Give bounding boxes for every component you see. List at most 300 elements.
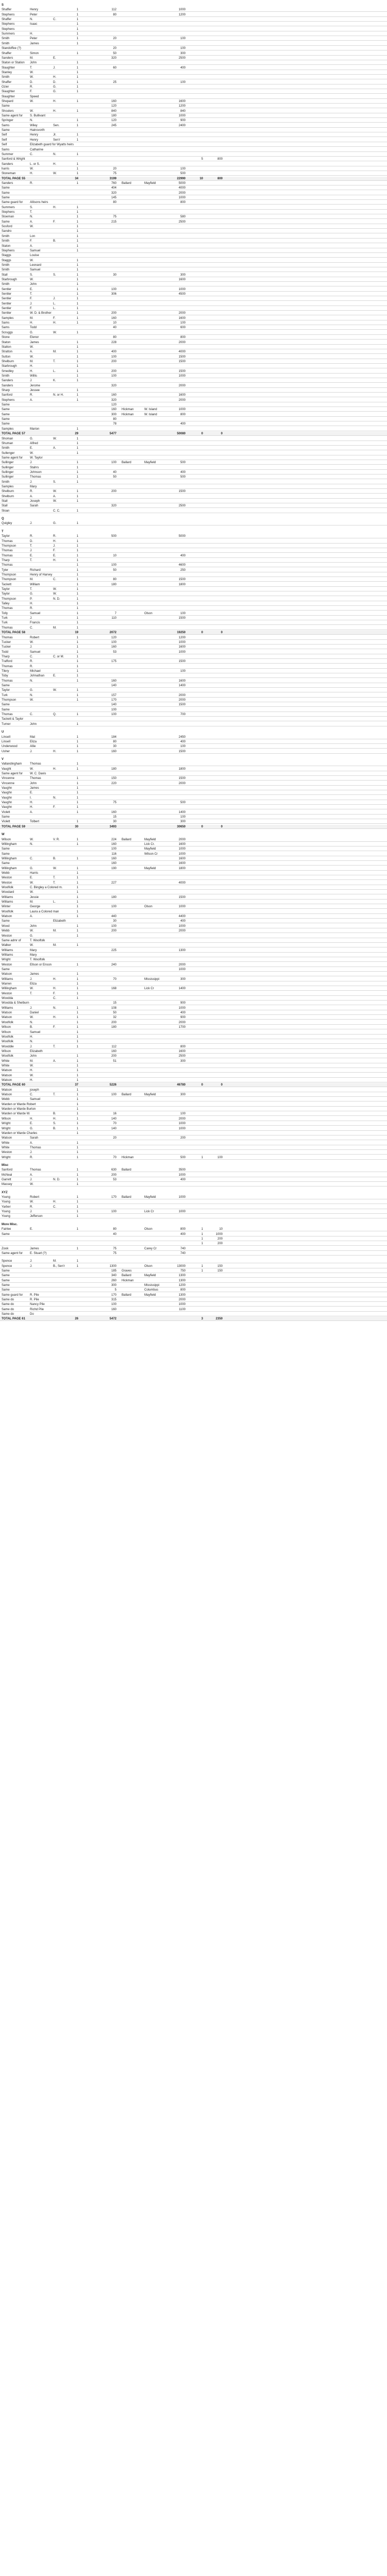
surname-cell: Sanford <box>2 1168 13 1172</box>
county-cell <box>122 1045 142 1049</box>
county-cell <box>122 558 142 563</box>
initial-cell <box>53 953 68 957</box>
watercourse-cell <box>144 640 165 645</box>
slave-value-cell <box>207 350 223 354</box>
slaves-cell <box>192 56 203 60</box>
value-cell <box>170 900 186 904</box>
acres-cell: 2072 <box>109 631 116 635</box>
blank-col-cell <box>83 815 96 819</box>
county-cell <box>122 1227 142 1231</box>
poll-count-cell: 1 <box>76 451 78 455</box>
slave-value-cell <box>207 890 223 894</box>
value-cell <box>170 234 186 239</box>
value-cell: 100 <box>180 745 186 749</box>
acres-cell: 200 <box>111 312 116 315</box>
county-cell <box>122 972 142 976</box>
first-name-cell <box>30 46 53 50</box>
initial-cell: M. <box>53 350 57 354</box>
surname-cell: Willingham <box>2 842 17 846</box>
poll-count-cell <box>69 1237 78 1241</box>
initial-cell <box>53 1242 68 1246</box>
surname-cell: Same <box>2 1269 10 1273</box>
acres-cell: 440 <box>111 915 116 919</box>
first-name-cell <box>30 1103 53 1107</box>
county-cell <box>122 307 142 311</box>
slaves-cell: 1 <box>201 1156 203 1159</box>
blank-col-cell <box>83 1001 96 1005</box>
county-cell <box>122 1264 142 1268</box>
ledger-row <box>0 655 387 659</box>
value-cell: 740 <box>180 1251 186 1255</box>
slaves-cell <box>192 85 203 89</box>
watercourse-cell <box>144 1312 165 1316</box>
initial-cell: L. <box>53 307 56 311</box>
poll-count-cell: 1 <box>76 915 78 919</box>
surname-cell: Williams <box>2 1006 13 1010</box>
poll-count-cell: 1 <box>76 85 78 89</box>
watercourse-cell <box>144 37 165 41</box>
acres-cell: 15 <box>113 1002 116 1005</box>
slave-value-cell <box>207 1127 223 1131</box>
surname-cell: Young <box>2 1215 10 1218</box>
blank-col-cell <box>83 345 96 349</box>
watercourse-cell <box>144 934 165 938</box>
slaves-cell <box>192 655 203 659</box>
first-name-cell: J. <box>30 1178 32 1181</box>
slaves-cell <box>192 244 203 248</box>
slaves-cell <box>192 162 203 166</box>
county-cell <box>122 1097 142 1101</box>
acres-cell <box>101 480 116 484</box>
acres-cell <box>101 1150 116 1155</box>
first-name-cell: Lon <box>30 234 36 238</box>
initial-cell <box>53 782 68 786</box>
initial-cell <box>53 693 68 698</box>
ledger-row <box>0 1237 387 1241</box>
surname-cell: Shoman <box>2 437 13 440</box>
watercourse-cell <box>144 1141 165 1145</box>
value-cell: 1500 <box>178 660 186 664</box>
surname-cell: Zook <box>2 1247 9 1250</box>
county-cell <box>122 708 142 712</box>
watercourse-cell <box>144 1173 165 1177</box>
acres-cell: 7 <box>114 612 116 615</box>
initial-cell <box>53 398 68 402</box>
poll-count-cell <box>69 456 78 460</box>
slave-value-cell <box>207 674 223 678</box>
slave-value-cell <box>207 259 223 263</box>
acres-cell: 200 <box>111 1173 116 1177</box>
initial-cell <box>53 1054 68 1058</box>
slave-value-cell <box>207 446 223 450</box>
ledger-row <box>0 18 387 22</box>
watercourse-cell <box>144 626 165 630</box>
county-cell <box>122 451 142 455</box>
county-cell <box>122 1298 142 1302</box>
value-cell <box>170 206 186 210</box>
blank-col-cell <box>83 659 96 664</box>
surname-cell: Thomas <box>2 549 13 553</box>
first-name-cell: Wiley <box>30 124 38 127</box>
blank-col-cell <box>83 679 96 683</box>
slaves-cell <box>192 1279 203 1283</box>
initial-cell <box>53 413 68 417</box>
slave-value-cell <box>207 616 223 620</box>
initial-cell: S. <box>53 1122 56 1126</box>
acres-cell <box>101 597 116 601</box>
value-cell <box>170 587 186 591</box>
watercourse-cell <box>144 364 165 368</box>
poll-count-cell: 1 <box>76 1088 78 1092</box>
surname-cell: Same <box>2 1289 10 1292</box>
blank-col-cell <box>83 1308 96 1312</box>
slaves-cell <box>192 1136 203 1140</box>
section-header <box>0 757 387 761</box>
ledger-row <box>0 350 387 354</box>
acres-cell: 20 <box>113 167 116 171</box>
first-name-cell: Allie <box>30 745 36 749</box>
surname-cell: Samples <box>2 316 14 320</box>
blank-col-cell <box>83 900 96 904</box>
initial-cell <box>53 287 68 292</box>
surname-cell: Wooddie <box>2 1045 14 1048</box>
watercourse-cell <box>144 549 165 553</box>
value-cell <box>170 1312 186 1316</box>
acres-cell <box>101 210 116 214</box>
acres-cell: 20 <box>113 1137 116 1140</box>
slave-value-cell <box>207 717 223 721</box>
watercourse-cell <box>144 128 165 132</box>
watercourse-cell <box>144 1011 165 1015</box>
slaves-cell <box>192 597 203 601</box>
first-name-cell <box>30 1283 53 1287</box>
slave-value-cell <box>207 1136 223 1140</box>
initial-cell <box>53 1302 68 1307</box>
acres-cell <box>101 244 116 248</box>
acres-cell: 320 <box>111 191 116 195</box>
slave-value-cell <box>207 341 223 345</box>
value-cell: 4000 <box>178 187 186 190</box>
poll-count-cell <box>69 408 78 412</box>
first-name-cell: J. <box>30 1151 32 1155</box>
ledger-row <box>0 791 387 795</box>
first-name-cell: Elizabeth <box>30 1049 43 1053</box>
slave-value-cell <box>207 1131 223 1136</box>
poll-count-cell: 1 <box>76 679 78 683</box>
county-cell <box>122 162 142 166</box>
blank-col-cell <box>83 1069 96 1073</box>
slave-value-cell <box>207 442 223 446</box>
blank-col-cell <box>83 977 96 981</box>
slaves-cell <box>192 109 203 113</box>
slave-value-cell <box>207 1069 223 1073</box>
acres-cell <box>101 225 116 229</box>
acres-cell: 3493 <box>109 825 116 828</box>
first-name-cell <box>30 1107 53 1111</box>
ledger-row <box>0 268 387 272</box>
value-cell <box>170 1074 186 1078</box>
ledger-row <box>0 220 387 224</box>
initial-cell <box>53 791 68 795</box>
county-cell <box>122 46 142 50</box>
poll-count-cell: 1 <box>76 1117 78 1121</box>
poll-count-cell: 1 <box>76 259 78 262</box>
blank-col-cell <box>83 99 96 104</box>
initial-cell <box>53 475 68 479</box>
first-name-cell: S. <box>30 273 33 277</box>
slaves-cell <box>192 583 203 587</box>
surname-cell: Tilery <box>2 669 9 673</box>
acres-cell: 245 <box>111 124 116 127</box>
slave-value-cell <box>207 470 223 474</box>
surname-cell: Shepard <box>2 100 13 103</box>
initial-cell <box>53 282 68 286</box>
poll-count-cell <box>69 948 78 953</box>
value-cell <box>170 953 186 957</box>
blank-col-cell <box>83 612 96 616</box>
surname-cell: Vincenne <box>2 777 14 781</box>
surname-cell: Winter <box>2 905 11 909</box>
poll-count-cell: 1 <box>76 466 78 469</box>
slaves-cell <box>192 534 203 538</box>
ledger-row <box>0 66 387 70</box>
slaves-cell <box>192 461 203 465</box>
slaves-cell <box>192 95 203 99</box>
first-name-cell: G. <box>30 437 33 440</box>
slaves-cell <box>192 987 203 991</box>
county-cell <box>122 186 142 190</box>
blank-col-cell <box>83 249 96 253</box>
first-name-cell: H. <box>30 801 33 805</box>
blank-col-cell <box>83 1097 96 1101</box>
blank-col-cell <box>83 331 96 335</box>
first-name-cell: E. Stuart (?) <box>30 1251 47 1255</box>
poll-count-cell: 1 <box>76 612 78 615</box>
first-name-cell: W. <box>30 929 33 933</box>
initial-cell <box>53 801 68 805</box>
first-name-cell: Jefferson <box>30 1215 43 1218</box>
watercourse-cell: Lick Cr <box>144 987 154 991</box>
value-cell <box>170 982 186 986</box>
surname-cell: Summers <box>2 206 15 209</box>
value-cell: 4400 <box>178 915 186 919</box>
initial-cell <box>53 645 68 649</box>
value-cell <box>170 886 186 890</box>
slave-value-cell <box>207 900 223 904</box>
ledger-row <box>0 895 387 900</box>
poll-count-cell: 1 <box>76 66 78 70</box>
slave-value-cell <box>207 384 223 388</box>
initial-cell <box>53 403 68 407</box>
watercourse-cell <box>144 924 165 928</box>
section-header <box>0 530 387 534</box>
slave-value-cell <box>207 422 223 426</box>
surname-cell: Same do <box>2 1313 14 1316</box>
initial-cell <box>53 621 68 625</box>
poll-count-cell: 1 <box>76 350 78 354</box>
poll-count-cell: 1 <box>76 42 78 45</box>
slaves-cell <box>192 499 203 503</box>
watercourse-cell <box>144 186 165 190</box>
slave-value-cell <box>207 268 223 272</box>
ledger-row <box>0 451 387 455</box>
slaves-cell: 1 <box>201 1269 203 1273</box>
initial-cell <box>53 762 68 766</box>
ledger-row <box>0 573 387 577</box>
blank-col-cell <box>83 75 96 79</box>
acres-cell: 200 <box>111 490 116 494</box>
initial-cell <box>53 939 68 943</box>
poll-count-cell: 1 <box>76 374 78 378</box>
slave-value-cell <box>207 8 223 12</box>
slave-value-cell <box>207 876 223 880</box>
slave-value-cell <box>207 597 223 601</box>
first-name-cell: F. <box>30 307 32 311</box>
poll-count-cell: 1 <box>76 1205 78 1209</box>
ledger-row <box>0 234 387 239</box>
watercourse-cell <box>144 316 165 320</box>
first-name-cell: Jerome <box>30 384 41 387</box>
acres-cell: 30 <box>113 273 116 277</box>
county-cell <box>122 177 142 181</box>
poll-count-cell <box>69 847 78 851</box>
poll-count-cell: 1 <box>76 1112 78 1116</box>
watercourse-cell <box>144 1168 165 1172</box>
county-cell <box>122 124 142 128</box>
slaves-cell <box>192 636 203 640</box>
slave-value-cell <box>207 744 223 749</box>
slave-value-cell <box>207 867 223 871</box>
initial-cell: H. <box>53 767 56 771</box>
ledger-row <box>0 626 387 630</box>
initial-cell: B. <box>53 1127 56 1130</box>
poll-count-cell: 1 <box>76 1156 78 1159</box>
blank-col-cell <box>83 1298 96 1302</box>
first-name-cell: R. <box>30 85 33 89</box>
poll-count-cell: 1 <box>76 602 78 606</box>
county-cell <box>122 905 142 909</box>
watercourse-cell <box>144 587 165 591</box>
initial-cell <box>53 374 68 378</box>
watercourse-cell <box>144 307 165 311</box>
blank-col-cell <box>83 602 96 606</box>
value-cell <box>170 1107 186 1111</box>
value-cell <box>170 549 186 553</box>
blank-col-cell <box>83 563 96 567</box>
acres-cell: 50 <box>113 1011 116 1015</box>
ledger-row <box>0 740 387 744</box>
value-cell <box>170 708 186 712</box>
value-cell <box>170 717 186 721</box>
ledger-row <box>0 1274 387 1278</box>
ledger-row <box>0 297 387 301</box>
acres-cell <box>101 968 116 972</box>
poll-count-cell: 1 <box>76 881 78 885</box>
slaves-cell <box>192 384 203 388</box>
first-name-cell: Samuel <box>30 650 41 654</box>
value-cell: 1000 <box>178 1127 186 1130</box>
slave-value-cell <box>207 200 223 205</box>
surname-cell: Sullinger <box>2 461 14 465</box>
slaves-cell <box>192 1200 203 1204</box>
watercourse-cell <box>144 996 165 1001</box>
acres-cell: 100 <box>111 713 116 717</box>
acres-cell <box>101 626 116 630</box>
blank-col-cell <box>83 910 96 914</box>
acres-cell: 300 <box>111 1284 116 1287</box>
first-name-cell: Tolbert <box>30 820 40 824</box>
first-name-cell: N. <box>30 119 33 123</box>
first-name-cell: M. <box>30 578 33 582</box>
first-name-cell: C. Bingley a Colored m. <box>30 886 63 889</box>
initial-cell: F. <box>53 1026 56 1029</box>
watercourse-cell <box>144 1107 165 1111</box>
first-name-cell: James <box>30 1247 39 1250</box>
slave-value-cell <box>207 99 223 104</box>
slaves-cell <box>192 355 203 359</box>
first-name-cell: Samuel <box>30 249 41 252</box>
watercourse-cell <box>144 1269 165 1273</box>
slave-value-cell <box>207 1040 223 1044</box>
ledger-row <box>0 152 387 157</box>
slaves-cell <box>192 437 203 441</box>
acres-cell: 3199 <box>109 177 116 180</box>
slaves-cell <box>192 852 203 856</box>
acres-cell <box>101 364 116 368</box>
value-cell: 1600 <box>178 1049 186 1053</box>
slave-value-cell <box>207 85 223 89</box>
county-cell <box>122 210 142 214</box>
surname-cell: Sams <box>2 326 10 330</box>
slave-value-cell <box>207 665 223 669</box>
value-cell <box>170 791 186 795</box>
acres-cell: 100 <box>111 924 116 928</box>
initial-cell <box>53 1274 68 1278</box>
county-cell <box>122 398 142 402</box>
slave-value-cell <box>207 206 223 210</box>
blank-col-cell <box>83 820 96 824</box>
poll-count-cell: 1 <box>76 924 78 928</box>
blank-col-cell <box>83 470 96 474</box>
county-cell <box>122 583 142 587</box>
poll-count-cell: 1 <box>76 891 78 894</box>
acres-cell: 160 <box>111 100 116 103</box>
slave-value-cell <box>207 886 223 890</box>
poll-count-cell <box>69 326 78 330</box>
poll-count-cell: 1 <box>76 249 78 252</box>
slaves-cell <box>192 374 203 378</box>
first-name-cell: H. <box>30 172 33 176</box>
initial-cell: W. <box>53 867 57 870</box>
watercourse-cell <box>144 427 165 431</box>
surname-cell: Same <box>2 968 10 971</box>
watercourse-cell <box>144 495 165 499</box>
slave-value-cell <box>207 374 223 378</box>
county-cell <box>122 636 142 640</box>
watercourse-cell <box>144 1127 165 1131</box>
initial-cell <box>53 698 68 702</box>
surname-cell: Sentler <box>2 297 12 301</box>
slaves-cell <box>192 239 203 243</box>
slaves-cell <box>192 37 203 41</box>
first-name-cell: Francis <box>30 621 40 625</box>
slave-value-cell: 200 <box>217 1242 223 1246</box>
first-name-cell <box>30 177 53 181</box>
watercourse-cell <box>144 509 165 513</box>
slave-value-cell <box>207 958 223 962</box>
poll-count-cell: 1 <box>76 973 78 976</box>
slave-value-cell <box>207 1288 223 1292</box>
